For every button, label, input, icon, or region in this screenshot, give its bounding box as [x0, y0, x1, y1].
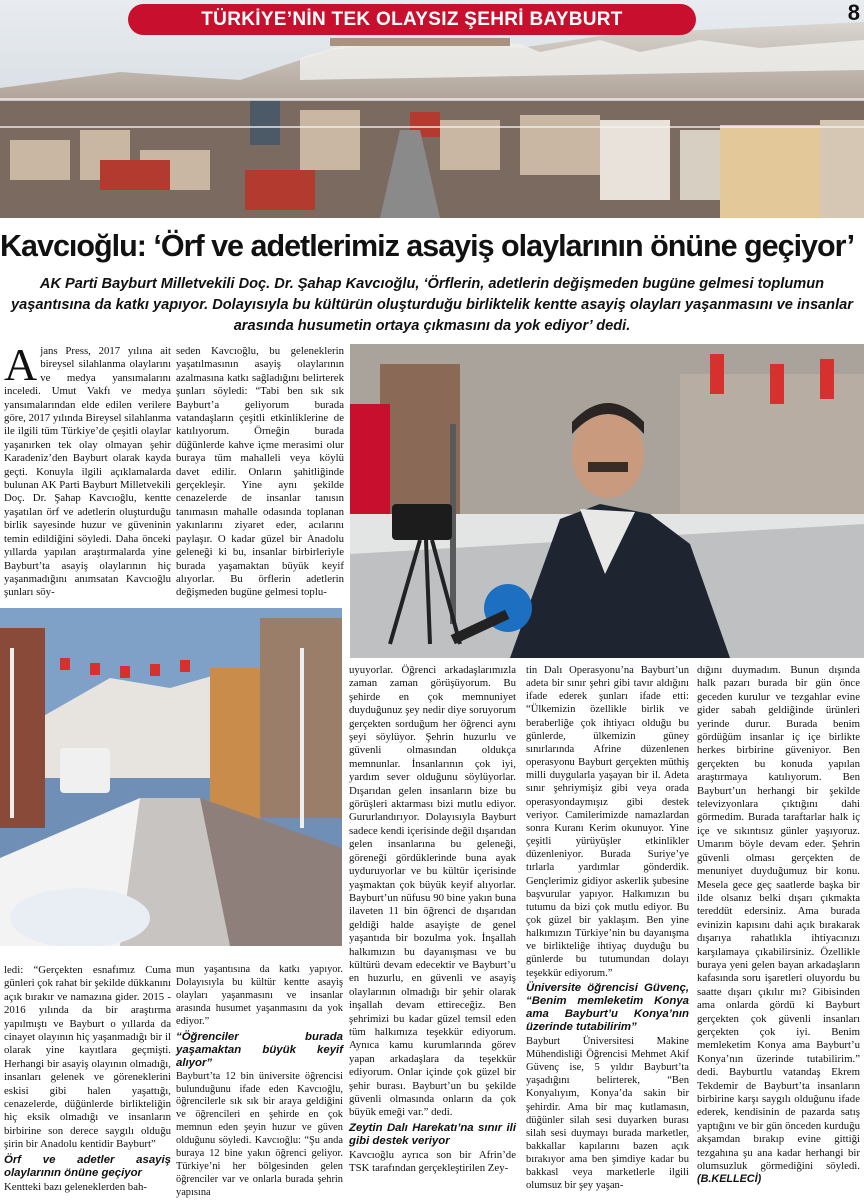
col2-subheading: “Öğrenciler burada yaşamaktan büyük keyif alıyor” — [176, 1030, 343, 1069]
col1-top-text: jans Press, 2017 yılına ait bireysel silahlanma olaylarını ve medya yansımalarını inceledi. Umut Vakfı ve medya yansımalarından elde edilen verilere göre, 2017 yılında Bireysel silahlanma ile ilgili tüm Türkiye’de çeşitli olaylar yaşanırken tek olay olmayan şehir Karadeniz’den Bayburt olarak kayda geçti. Konuyla ilgili açıklamalarda bulunan AK Parti Bayburt Milletvekili Doç. Dr. Şahap Kavcıoğlu, kentte yaşatılan örf ve adetlerin oluşturduğu birlik sayesinde huzur ve güveninin temin edildiğini söyledi. Daha önceki yıllarda yapılan araştırmalarda yine Bayburt’ta asayiş olaylarının hiç yaşanmadığını anımsatan Kavcıoğlu şunları söy- — [4, 345, 172, 599]
portrait-photo — [350, 344, 864, 658]
column-4 — [526, 664, 689, 1200]
column-1-top — [4, 339, 172, 607]
col5-text: dığını duymadım. Bunun dışında halk pazarı burada bir gün önce geceden kurulur ve tezgahlar evine gider sabah geldiğinde ürünleri yerinde durur. Burada benim gördüğüm insanlar iç içe birlikte herkes birbirine güveniyor. Ben gerçekten bu konuda yapılan araştırmaya katılıyorum. Ben Bayburt’un herhangi bir şekilde televizyonlara çıktığını dahi görmedim. Burada taraftarlar halk iç içe ve sıkıntısız günler yaşıyoruz. Umarım böyle devam eder. Şehrin güvenli olması gerçekten de menuniyet duyduğumuz bir konu. Mesela gece geç saatlerde başka bir ilde olsanız belki dışarı çıkmakta tereddüt edersiniz. Ama burada evinizin kapısını dahi açık bırakarak dışarıya rahatlıkla ihtiyacınızı karşılamaya çıkabilirsiniz. Özellikle buraya yeni gelen bayan arkadaşların kafasında soru işaretleri oluyordu bu saatte dışarı çıkılır mı? Gibisinden ama onlarda gördü ki Bayburt gerçekten çok güvenli insanları gerçekten çok iyi. Benim memleketim Konya ama Bayburt’u Konya’nın üzerinde tutabilirim.” dedi. Bayburtlu vatandaş Ekrem Tekdemir de Bayburt’ta insanların birbirine karşı saygılı olduğunu ifade ederek, kendisinin de pazarda satış yaptığını ve bir gün önceden kurduğu akşamdan bırakıp evine gittiği tezgahına şu ana kadar herhangi bir olumsuzluk görmediğini söyledi. — [697, 664, 860, 1173]
column-5 — [697, 664, 860, 1200]
col1-tail-text: Kentteki bazı geleneklerden bah- — [4, 1180, 147, 1193]
column-2-top — [176, 345, 344, 607]
interview-illustration — [350, 344, 864, 658]
col4-subheading: Üniversite öğrencisi Güvenç, “Benim memleketim Konya ama Bayburt’u Konya’nın üzerinde tutabilirim” — [526, 981, 689, 1033]
author-signature: (B.KELLECİ) — [697, 1173, 762, 1186]
col1-bottom-text: ledi: “Gerçekten esnafımız Cuma günleri çok rahat bir şekilde dükkanını açık bırakır ve namazına gider. 2015 - 2016 yılında da bir araştırma yapılmıştı ve Bayburt o yıllarda da cinayet olayının hiç yaşanmadığı bir il olarak yine kayıtlara geçmişti. Herhangi bir asayiş olayının olmadığı, insanları gelenek ve göreneklerini eskisi gibi halen yaşattığı, cenazelerde, düğünlerde birlikteliğin hiç eksik olmadığı ve insanların birbirine son derece saygılı olduğu şirin bir Anadolu kentidir Bayburt” — [4, 964, 172, 1151]
drop-cap: A — [4, 339, 38, 390]
col3-tail-text: Kavcıoğlu ayrıca son bir Afrin’de TSK tarafından gerçekleştirilen Zey- — [349, 1148, 516, 1175]
corner-mark: 8 — [847, 0, 860, 25]
col3-subheading: Zeytin Dalı Harekatı’na sınır ili gibi destek veriyor — [349, 1121, 516, 1147]
col4-a-text: tin Dalı Operasyonu’na Bayburt’un adeta bir sınır şehri gibi tavır aldığını ifade ederek şunları ifade etti: “Ülkemizin özellikle birlik ve beraberliğe çok ihtiyacı olduğu bu günlerde, ülkemizin güney sınırlarında Afrine düzenlenen operasyonu Bayburt gerçekten müthiş milli duygularla yaşayan bir il. Adeta sınır şehriymişiz gibi veya orada operasyondaymışız gibi destek veriyor. Camilerimizde namazlardan sonra Kuranı Kerim okunuyor. Yine çeşitli yürüyüşler etkinlikler düzenleniyor. Burada Suriye’ye tırlarla yardımlar gönderdik. Gençlerimiz gidiyor askerlik şubesine başvurular yapıyor. Halkımızın bu tutumu da bizi çok mutlu ediyor. Bu çok güzel bir yaklaşım. Ben yine halkımızın Türkiye’nin bu dayanışma ve birlikteliğe ihtiyaç duyduğu bu günlerde bu tutumundan dolayı teşekkür ediyorum.” — [526, 665, 689, 979]
col1-subheading: Örf ve adetler asayiş olaylarının önüne geçiyor — [4, 1153, 171, 1179]
article-headline: Kavcıoğlu: ‘Örf ve adetlerimiz asayiş olaylarının önüne geçiyor’ — [0, 229, 855, 263]
col2-bottom-a-text: mun yaşantısına da katkı yapıyor. Dolayısıyla bu kültür kentte asayiş olayları yaşanmasını ve insanlar arasında husumet yaşanmasını da yok ediyor.” — [176, 964, 343, 1027]
col2-top-text: seden Kavcıoğlu, bu geleneklerin yaşatılmasının asayiş olaylarının azalmasına katkı sağladığını belirterek şunları söyledi: “Tabi ben sık sık Bayburt’a geliyorum burada vatandaşların çeşitli etkinliklerine de katılıyorum. Örneğin burada düğünlerde kahve içme merasimi olur buraya tüm mahalleli veya köylü davet edilir. Onların şahitliğinde gerçekleşir. Yine aynı şekilde cenazelerde de insanlar tanısın tanımasın mahalle odasında toplanan yakınlarını ziyaret eder, acılarını paylaşır. O kadar güzel bir Anadolu geleneği ki bu, insanlar birbirleriyle burada yaşamaktan büyük keyif alıyorlar. Bu örflerin adetlerin değişmeden bugüne gelmesi toplu- — [176, 345, 344, 599]
col3-text: uyuyorlar. Öğrenci arkadaşlarımızla zaman zaman görüşüyorum. Bu şehirde en çok memnuniyet duyduğunuz şey nedir diye soruyorum gerçekten sorduğum her öğrenci aynı şeyi söylüyor. Şehrin huzurlu ve güvenli olmasından oldukça memnunlar. İnsanlarının çok iyi, yardım sever olduğunu söylüyorlar. Dışarıdan gelen insanların bize bu görüşleri aktarması bizi mutlu ediyor. Gururlandırıyor. Dolayısıyla Bayburt sadece kendi içerisinde değil dışarıdan gelen insanlarına bu geleneği, göreneği gördüklerinde buna ayak uyduruyorlar ve bu kültür içerisinde yaşmaktan çok büyük keyif alıyorlar. Bayburt’un nüfusu 90 bine yakın buna ilaveten 11 bin öğrenci de dışarıdan geldiği halde asayişte de genel yaşantıda bir bozulma yok. İnşallah halkımızın bu dayanışması ve bu kültürü devam edecektir ve Bayburt’u en huzurlu, en güvenli ve asayiş olaylarının olmadığı bir şehir olarak inşallah devam ettireceğiz. Ben şehrimizi bu kadar güzel temsil eden tüm halkımıza teşekkür ediyorum. Aynıca kamu kurumlarında görev yapan arkadaşlara da teşekkür ediyorum. Onlar içinde çok güzel bir şehir burası. Bayburt’un bu şekilde güvenli olmasında onların da çok büyük emeği var.” dedi. — [349, 664, 516, 1119]
col4-b-text: Bayburt Üniversitesi Makine Mühendisliği Öğrencisi Mehmet Akif Güvenç ise, 5 yıldır Bayburt’ta yaşadığını belirterek, “Ben Konyalıyım, Konya’da sakin bir şehirdir. Ama bir maç kutlamasın, düğünler silah sesi duyarken burası silah sesi duymayı burada marketler, bakkallar kapılarını bazen açık bırakıyor ama ben şimdiye kadar bu bakkasl veya marketlerle ilgili olumsuz bir şey yaşan- — [526, 1035, 689, 1192]
article-lead: AK Parti Bayburt Milletvekili Doç. Dr. Şahap Kavcıoğlu, ‘Örflerin, adetlerin değişmeden bugüne gelmesi toplumun yaşantısına da katkı yapıyor. Dolayısıyla bu kültürün oluşturduğu birliktelik kentte asayiş olayları yaşanmasını ve insanlar arasında husumetin ortaya çıkmasını da yok ediyor’ dedi. — [11, 276, 853, 334]
street-illustration — [0, 608, 342, 946]
column-1-bottom — [4, 964, 171, 1200]
column-3 — [349, 664, 516, 1200]
section-banner: TÜRKİYE’NİN TEK OLAYSIZ ŞEHRİ BAYBURT — [128, 4, 696, 35]
column-2-bottom — [176, 964, 343, 1200]
col2-bottom-b-text: Bayburt’ta 12 bin üniversite öğrencisi bulunduğunu ifade eden Kavcıoğlu, öğrencilerle sık sık bir araya geldiğini ve öğrencileri en şehirde en çok memnun eden şeyin huzur ve güven olduğunu söyledi. Kavcıoğlu: “Şu anda buraya 12 bine yakın öğrenci geliyor. Türkiye’ni her bölgesinden gelen öğrenciler var ve onlarla burada şehrin yapısına — [176, 1070, 343, 1198]
street-photo — [0, 608, 342, 946]
